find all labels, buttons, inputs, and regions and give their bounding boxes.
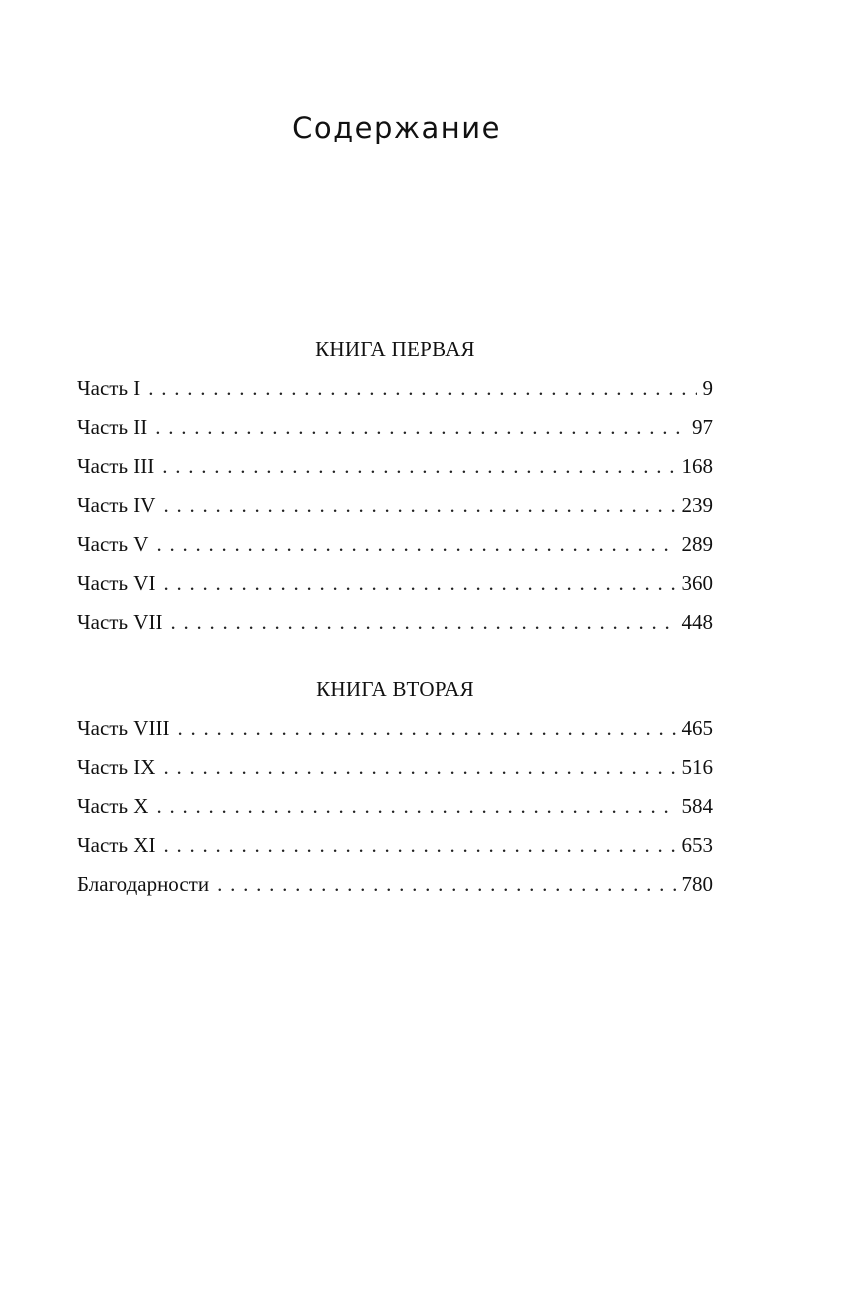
dot-leader [163,752,675,782]
toc-entry-label: Часть XI [77,830,163,860]
dot-leader [177,713,675,743]
toc-entry-page: 516 [681,755,713,779]
dot-leader [163,830,675,860]
toc-entry-label: Часть VI [77,568,163,598]
toc-entry-label: Часть II [77,412,155,442]
dot-leader [155,412,686,442]
dot-leader [156,529,675,559]
book-section-2 [77,674,713,908]
toc-entry-label: Часть X [77,791,156,821]
toc-entry-label: Благодарности [77,869,217,899]
dot-leader [156,791,675,821]
toc-entry[interactable] [77,568,713,607]
page-title: Содержание [292,111,501,145]
toc-entry-label: Часть VIII [77,713,177,743]
toc-entry[interactable] [77,713,713,752]
dot-leader [217,869,675,899]
toc-entry[interactable] [77,752,713,791]
toc-entry-page: 360 [681,571,713,595]
toc-entry[interactable] [77,607,713,646]
toc-entry[interactable] [77,412,713,451]
toc-entry-label: Часть IX [77,752,163,782]
toc-entry-page: 168 [681,454,713,478]
toc-list [77,713,713,908]
toc-entry-page: 584 [681,794,713,818]
book-heading: КНИГА ВТОРАЯ [316,677,474,701]
toc-entry[interactable] [77,791,713,830]
toc-entry[interactable] [77,451,713,490]
book-heading: КНИГА ПЕРВАЯ [315,337,475,361]
toc-entry-page: 239 [681,493,713,517]
dot-leader [170,607,675,637]
toc-entry[interactable] [77,830,713,869]
dot-leader [163,568,675,598]
toc-entry-page: 289 [681,532,713,556]
toc-entry-label: Часть V [77,529,156,559]
toc-entry[interactable] [77,869,713,908]
toc-entry[interactable] [77,529,713,568]
dot-leader [163,490,675,520]
toc-entry-page: 9 [702,376,713,400]
toc-entry-page: 97 [692,415,713,439]
toc-entry[interactable] [77,490,713,529]
toc-entry-page: 448 [681,610,713,634]
dot-leader [162,451,675,481]
toc-entry-label: Часть VII [77,607,170,637]
toc-entry-label: Часть IV [77,490,163,520]
toc-entry-page: 465 [681,716,713,740]
toc-entry-label: Часть I [77,373,148,403]
toc-entry-label: Часть III [77,451,162,481]
toc-list [77,373,713,646]
book-section-1 [77,334,713,646]
toc-entry-page: 780 [681,872,713,896]
toc-entry-page: 653 [681,833,713,857]
dot-leader [148,373,696,403]
toc-entry[interactable] [77,373,713,412]
